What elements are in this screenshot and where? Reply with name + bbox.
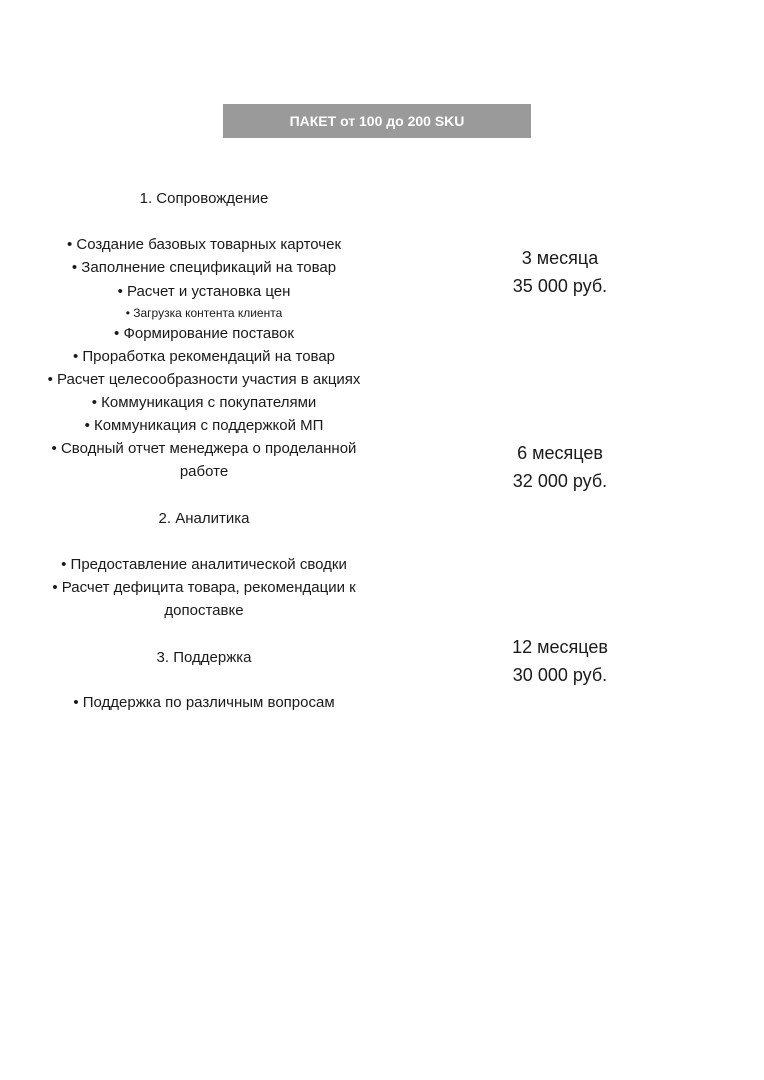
list-item: • Расчет дефицита товара, рекомендации к допоставке [52,579,356,619]
list-item: • Расчет и установка цен [117,283,291,300]
section-title-support: 1. Сопровождение [139,190,269,207]
list-item: • Коммуникация с покупателями [91,394,317,411]
list-item: • Создание базовых товарных карточек [66,236,342,253]
section-title-analytics: 2. Аналитика [158,510,250,527]
list-item: • Сводный отчет менеджера о проделанной работе [51,440,357,480]
price-option-12-months [460,633,660,689]
list-item: • Предоставление аналитической сводки [61,556,347,573]
price-option-3-months [460,244,660,300]
list-item: • Коммуникация с поддержкой МП [84,417,324,434]
price-amount: 30 000 руб. [512,665,608,685]
list-item: • Загрузка контента клиента [125,306,283,320]
price-amount: 32 000 руб. [512,471,608,491]
list-item: • Поддержка по различным вопросам [73,694,335,711]
list-item: • Формирование поставок [114,325,294,342]
package-header [223,104,531,138]
section-title-support-help: 3. Поддержка [156,649,252,666]
price-period: 3 месяца [521,248,599,268]
price-amount: 35 000 руб. [512,276,608,296]
package-title: ПАКЕТ от 100 до 200 SKU [289,113,465,129]
price-period: 6 месяцев [517,443,603,463]
price-period: 12 месяцев [512,637,608,657]
list-item: • Заполнение спецификаций на товар [71,259,337,276]
price-option-6-months [460,439,660,495]
list-item: • Проработка рекомендаций на товар [72,348,336,365]
list-item: • Расчет целесообразности участия в акциях [47,371,361,388]
